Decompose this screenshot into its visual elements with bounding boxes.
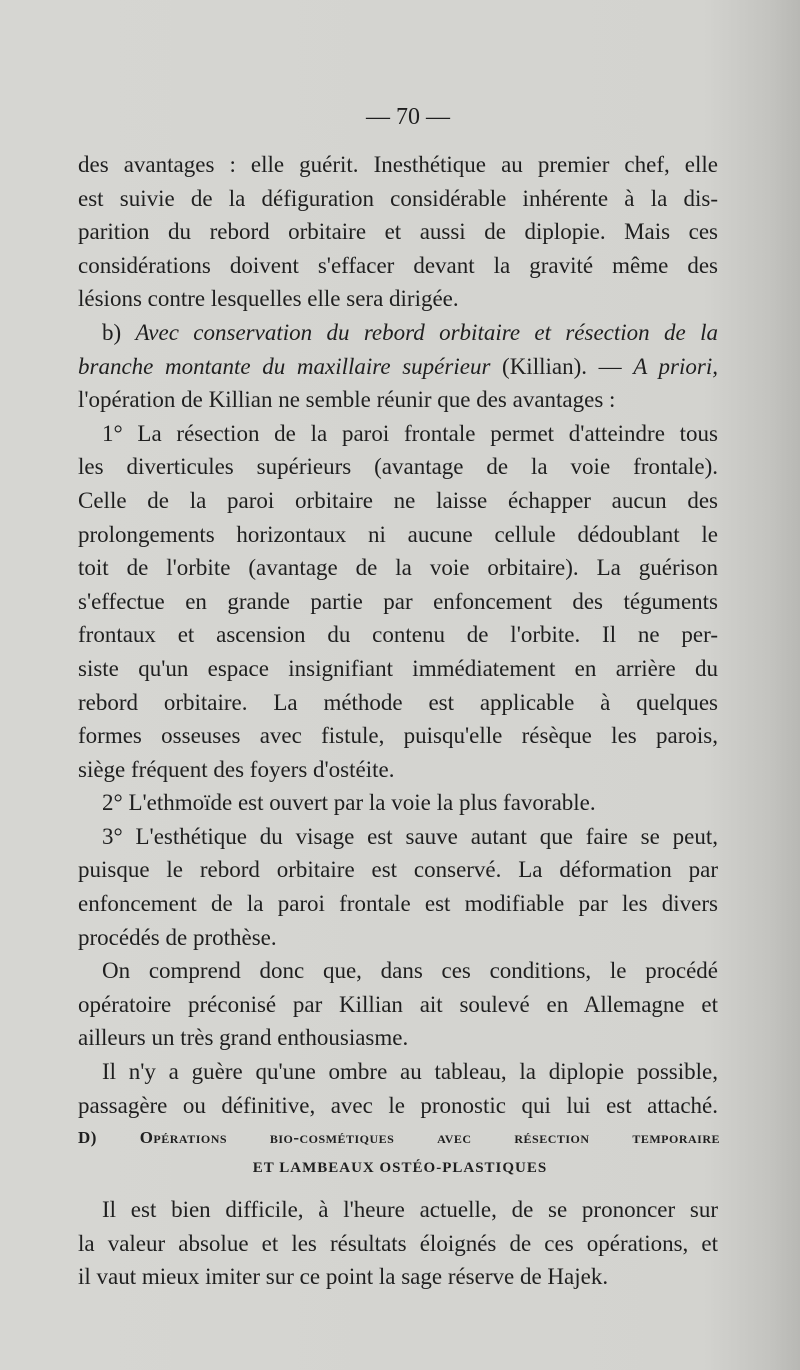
text-line: Celle de la paroi orbitaire ne laisse échapper aucun des [78, 487, 718, 513]
page-number: — 70 — [366, 104, 450, 130]
italic-phrase: A priori, [633, 353, 718, 379]
body-text [78, 148, 718, 1122]
list-marker: b) [102, 319, 136, 345]
text-line: l'opération de Killian ne semble réunir que des avantages : [78, 387, 616, 413]
text-line: s'effectue en grande partie par enfoncement des téguments [78, 588, 718, 614]
text-line: opératoire préconisé par Killian ait soulevé en Allemagne et [78, 991, 718, 1017]
text-line: On comprend donc que, dans ces conditions, le procédé [102, 958, 718, 984]
text-line: la valeur absolue et les résultats éloignés de ces opérations, et [78, 1230, 718, 1256]
text-line: siste qu'un espace insignifiant immédiatement en arrière du [78, 655, 718, 681]
section-heading-continued: ET LAMBEAUX OSTÉO-PLASTIQUES [252, 1160, 548, 1176]
author-reference: (Killian). — [490, 353, 634, 379]
text-line: formes osseuses avec fistule, puisqu'elle résèque les parois, [78, 723, 718, 749]
text-line: 2° L'ethmoïde est ouvert par la voie la plus favorable. [102, 790, 596, 816]
text-line: considérations doivent s'effacer devant la gravité même des [78, 252, 718, 278]
text-line: frontaux et ascension du contenu de l'orbite. Il ne per- [78, 622, 718, 648]
text-line: Il n'y a guère qu'une ombre au tableau, la diplopie possible, [102, 1059, 718, 1085]
text-line: passagère ou définitive, avec le pronostic qui lui est attaché. [78, 1092, 718, 1118]
italic-subtitle: Avec conservation du rebord orbitaire et résection de la [135, 319, 718, 345]
text-line: ailleurs un très grand enthousiasme. [78, 1025, 409, 1051]
text-line: enfoncement de la paroi frontale est modifiable par les divers [78, 891, 718, 917]
section-heading: D) Opérations bio-cosmétiques avec résection temporaire [78, 1128, 720, 1147]
text-line: les diverticules supérieurs (avantage de la voie frontale). [78, 454, 718, 480]
text-line: 1° La résection de la paroi frontale permet d'atteindre tous [102, 420, 718, 446]
text-line: des avantages : elle guérit. Inesthétique au premier chef, elle [78, 152, 718, 177]
text-line: toit de l'orbite (avantage de la voie orbitaire). La guérison [78, 555, 718, 581]
text-line: prolongements horizontaux ni aucune cellule dédoublant le [78, 521, 718, 547]
text-line: puisque le rebord orbitaire est conservé. La déformation par [78, 857, 718, 883]
final-paragraph [78, 1193, 718, 1294]
text-line: parition du rebord orbitaire et aussi de diplopie. Mais ces [78, 219, 718, 245]
text-line: siège fréquent des foyers d'ostéite. [78, 756, 395, 782]
italic-subtitle: branche montante du maxillaire supérieur [78, 353, 491, 379]
text-line: lésions contre lesquelles elle sera dirigée. [78, 286, 459, 312]
text-line: il vaut mieux imiter sur ce point la sage réserve de Hajek. [78, 1264, 609, 1290]
text-line [78, 316, 718, 350]
text-line: procédés de prothèse. [78, 924, 277, 950]
text-line: Il est bien difficile, à l'heure actuelle, de se prononcer sur [102, 1197, 718, 1222]
text-line: rebord orbitaire. La méthode est applicable à quelques [78, 689, 718, 715]
text-line: 3° L'esthétique du visage est sauve autant que faire se peut, [102, 823, 718, 849]
text-line: est suivie de la défiguration considérable inhérente à la dis- [78, 185, 718, 211]
text-line [78, 350, 718, 384]
